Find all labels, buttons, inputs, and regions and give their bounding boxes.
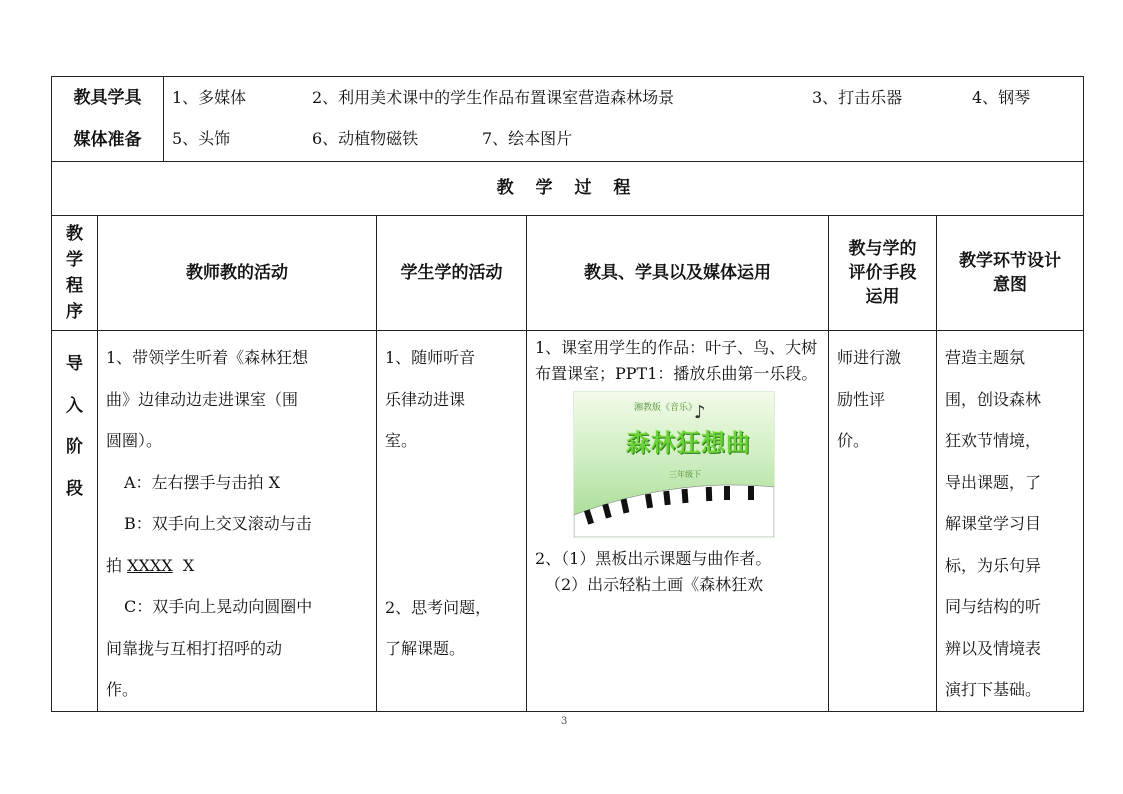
materials-label-line2: 媒体准备: [73, 130, 142, 150]
header-evaluation-line3: 运用: [865, 287, 900, 307]
material-item-3: 3、打击乐器: [812, 88, 903, 107]
student-line-3: 室。: [385, 431, 418, 450]
rhythm-suffix: X: [172, 555, 195, 575]
stage-cell: [52, 331, 98, 712]
teacher-step-c-3: 作。: [106, 680, 139, 699]
materials-label: [52, 77, 164, 162]
student-line-2: 乐律动进课: [385, 389, 466, 409]
header-design: [937, 216, 1084, 331]
evaluation-line-2: 励性评: [837, 389, 886, 409]
media-paragraph-1: 1、课室用学生的作品：叶子、鸟、大树布置课室；PPT1：播放乐曲第一乐段。: [535, 338, 818, 383]
student-line-5: 了解课题。: [385, 639, 466, 658]
student-line-4: 2、思考问题，: [385, 597, 492, 617]
media-paragraph-2: 2、（1）黑板出示课题与曲作者。: [535, 549, 772, 568]
design-line-6: 标，为乐句异: [945, 555, 1042, 575]
teacher-step-b-rhythm: [106, 545, 368, 587]
slide-title: 森林狂想曲: [626, 428, 751, 457]
evaluation: [829, 331, 937, 712]
design-line-4: 导出课题，了: [945, 472, 1042, 492]
teacher-step-c-2: 间靠拢与互相打招呼的动: [106, 638, 283, 658]
teacher-line-3: 圆圈）。: [106, 431, 163, 450]
material-item-4: 4、钢琴: [972, 88, 1031, 107]
lesson-plan-table: [51, 76, 1084, 712]
header-student: 学生学的活动: [377, 216, 527, 331]
header-evaluation-line2: 评价手段: [848, 263, 917, 283]
student-line-1: 1、随师听音: [385, 348, 476, 367]
header-evaluation-line1: 教与学的: [848, 239, 917, 259]
design-line-1: 营造主题氛: [945, 348, 1026, 367]
materials-label-line1: 教具学具: [73, 88, 142, 108]
material-item-5: 5、头饰: [172, 129, 231, 148]
slide-top-text: 湘教版《音乐》: [634, 403, 698, 413]
evaluation-line-1: 师进行激: [837, 348, 902, 367]
design-line-8: 辨以及情境表: [945, 638, 1042, 658]
page-number: 3: [561, 716, 568, 727]
header-teacher: 教师教的活动: [98, 216, 377, 331]
design-line-2: 围，创设森林: [945, 389, 1042, 409]
header-evaluation: [829, 216, 937, 331]
rhythm-underlined: XXXX: [127, 555, 173, 575]
header-sequence: [52, 216, 98, 331]
header-media: 教具、学具以及媒体运用: [527, 216, 829, 331]
design-intent: [937, 331, 1084, 712]
materials-list: [164, 77, 1084, 162]
header-design-line1: 教学环节设计: [959, 251, 1061, 271]
materials-row-1: [172, 77, 1083, 118]
teacher-step-b: B：双手向上交叉滚动与击: [124, 514, 312, 533]
slide-subtitle: 三年级下: [669, 470, 701, 479]
teacher-line-2: 曲》边律动边走进课室（围: [106, 389, 299, 409]
teacher-step-a: A：左右摆手与击拍 X: [124, 472, 281, 492]
rhythm-prefix: 拍: [106, 555, 128, 575]
piano-keys-icon: [574, 477, 774, 537]
material-item-2: 2、利用美术课中的学生作品布置课室营造森林场景: [312, 88, 675, 107]
design-line-3: 狂欢节情境，: [945, 431, 1042, 450]
design-line-7: 同与结构的听: [945, 597, 1042, 616]
student-activity: [377, 331, 527, 712]
teacher-line-1: 1、带领学生听着《森林狂想: [106, 348, 309, 367]
ppt-slide-image: [573, 391, 775, 538]
teacher-activity: [98, 331, 377, 712]
stage-text: 导入阶段: [66, 354, 83, 499]
design-line-5: 解课堂学习目: [945, 514, 1042, 533]
evaluation-line-3: 价。: [837, 431, 870, 450]
media-paragraph-3: （2）出示轻粘土画《森林狂欢: [545, 575, 764, 594]
material-item-7: 7、绘本图片: [482, 129, 573, 148]
process-title: 教 学 过 程: [52, 162, 1084, 216]
design-line-9: 演打下基础。: [945, 680, 1042, 699]
header-sequence-text: 教学程序: [66, 224, 83, 322]
music-note-icon: ♪: [694, 402, 706, 423]
media-usage: [527, 331, 829, 712]
header-design-line2: 意图: [993, 275, 1027, 295]
material-item-1: 1、多媒体: [172, 88, 247, 107]
materials-row-2: [172, 118, 1083, 159]
material-item-6: 6、动植物磁铁: [312, 129, 419, 148]
teacher-step-c: C：双手向上晃动向圆圈中: [124, 597, 313, 616]
